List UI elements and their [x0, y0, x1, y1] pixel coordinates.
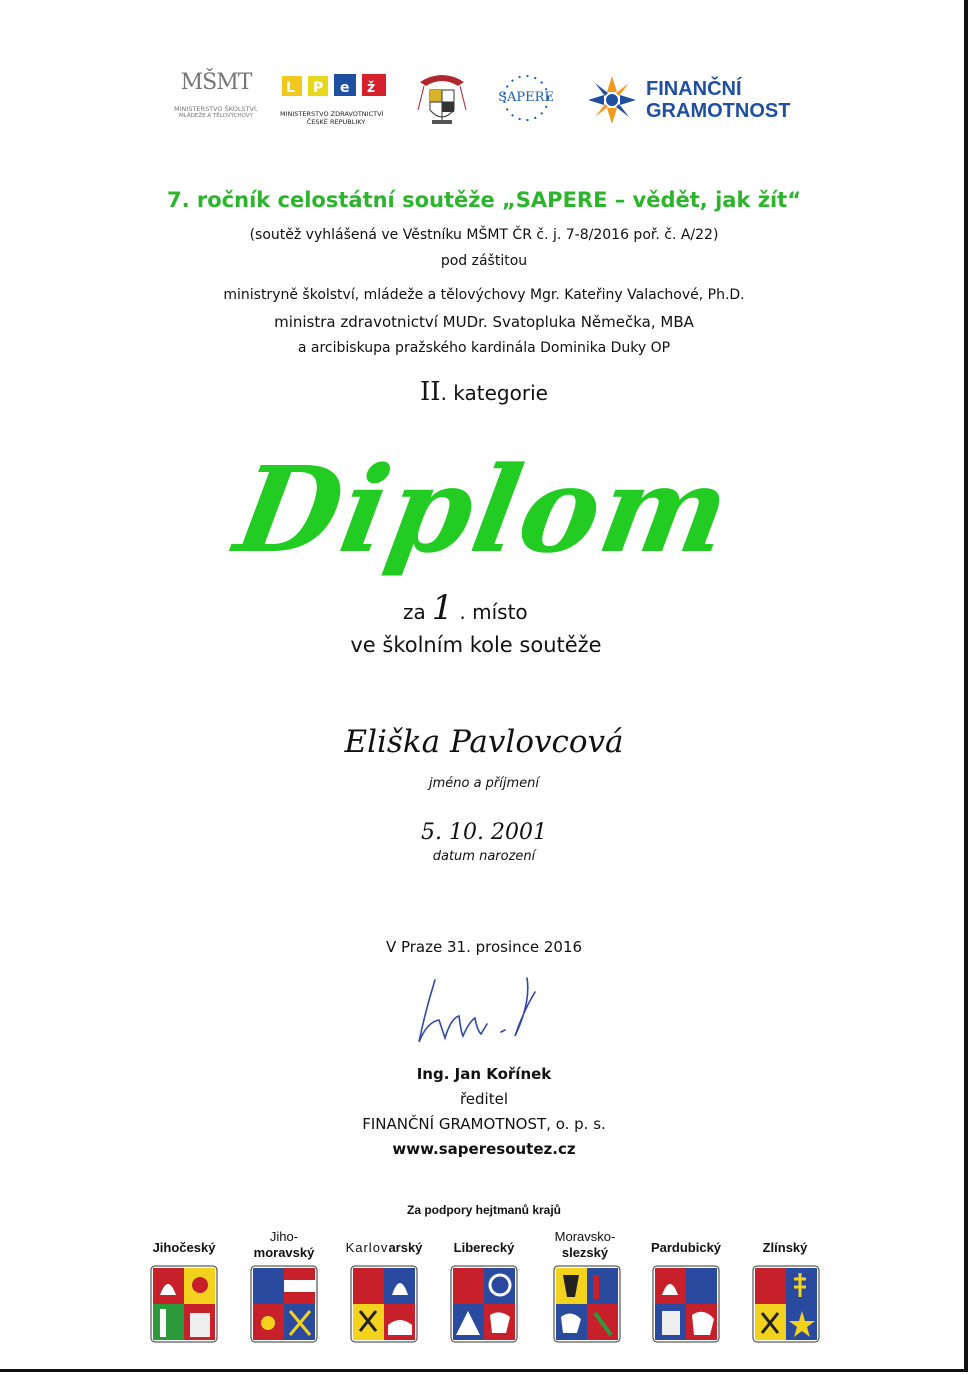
- msmt-text-2: MLÁDEŽE A TĚLOVÝCHOVY: [179, 113, 253, 119]
- msmt-logo: [166, 70, 266, 119]
- recipient-name: Eliška Pavlovcová: [344, 724, 624, 760]
- place-and-date: V Praze 31. prosince 2016: [385, 938, 583, 956]
- director-signature: [405, 972, 565, 1052]
- announcement-line: (soutěž vyhlášená ve Věstníku MŠMT ČR č. j. 7-8/2016 poř. č. A/22): [249, 227, 719, 243]
- liberecky-crest-icon: [450, 1265, 518, 1343]
- support-line: Za podpory hejtmanů krajů: [406, 1203, 562, 1217]
- msmt-mark: MŠMT: [180, 70, 252, 95]
- category-line: [0, 377, 968, 407]
- logo-row: [0, 70, 968, 132]
- region-label: Liberecký: [453, 1240, 515, 1255]
- round-line: ve školním kole soutěže: [350, 633, 602, 657]
- director-name: Ing. Jan Kořínek: [416, 1065, 552, 1083]
- mzcr-mark-icon: [280, 70, 392, 100]
- region-karlovarsky: [334, 1228, 434, 1255]
- patron-minister-health: ministra zdravotnictví MUDr. Svatopluka Němečka, MBA: [274, 313, 694, 331]
- organization-name: FINANČNÍ GRAMOTNOST, o. p. s.: [362, 1115, 606, 1133]
- mzcr-text-1: MINISTERSTVO ZDRAVOTNICTVÍ: [280, 110, 384, 118]
- region-jihocesky: [134, 1228, 234, 1255]
- patronage-label: pod záštitou: [440, 253, 528, 269]
- fg-line2: GRAMOTNOST: [646, 100, 791, 122]
- placement-number: 1: [431, 588, 454, 628]
- region-liberecky: [434, 1228, 534, 1255]
- region-label-part1: Karlov: [345, 1240, 389, 1255]
- fg-sun-icon: [586, 74, 638, 126]
- mzcr-logo: [280, 70, 392, 126]
- region-label-part2: arský: [388, 1240, 423, 1255]
- placement-line: [403, 588, 528, 628]
- category-label: . kategorie: [440, 381, 548, 405]
- category-number: II: [420, 377, 441, 407]
- karlovarsky-crest-icon: [350, 1265, 418, 1343]
- region-label-line1: Jiho-: [269, 1229, 299, 1244]
- sapere-logo: [486, 70, 566, 130]
- moravskoslezsky-crest-icon: [553, 1265, 621, 1343]
- birth-date: 5. 10. 2001: [421, 820, 547, 845]
- svg-text:L: L: [286, 80, 295, 96]
- sapere-text: SAPERE: [498, 90, 554, 105]
- region-label-line2: moravský: [253, 1245, 315, 1260]
- patron-archbishop: a arcibiskupa pražského kardinála Dominika Duky OP: [297, 340, 671, 356]
- director-role: ředitel: [459, 1090, 509, 1108]
- birth-date-caption: datum narození: [432, 849, 536, 864]
- name-caption: jméno a příjmení: [428, 776, 540, 791]
- placement-prefix: za: [403, 600, 426, 624]
- jihocesky-crest-icon: [150, 1265, 218, 1343]
- region-label: Jihočeský: [152, 1240, 216, 1255]
- svg-text:ž: ž: [367, 80, 376, 96]
- pardubicky-crest-icon: [652, 1265, 720, 1343]
- mzcr-text-2: ČESKÉ REPUBLIKY: [306, 118, 366, 126]
- patron-minister-education: ministryně školství, mládeže a tělovýchovy Mgr. Kateřiny Valachové, Ph.D.: [223, 287, 745, 303]
- fg-line1: FINANČNÍ: [646, 78, 742, 100]
- region-pardubicky: [636, 1228, 736, 1255]
- cardinal-coat-of-arms-icon: [414, 70, 470, 132]
- website: www.saperesoutez.cz: [392, 1140, 576, 1158]
- msmt-text-1: MINISTERSTVO ŠKOLSTVÍ,: [174, 105, 258, 113]
- region-jihomoravsky: [234, 1228, 334, 1260]
- region-label-line2: slezský: [561, 1245, 609, 1260]
- region-moravskoslezsky: [535, 1228, 635, 1260]
- region-label-line1: Moravsko-: [554, 1229, 616, 1244]
- region-label: Zlínský: [762, 1240, 808, 1255]
- diplom-heading: Diplom: [226, 440, 742, 579]
- region-zlinsky: [735, 1228, 835, 1255]
- svg-text:e: e: [340, 80, 350, 96]
- competition-title: 7. ročník celostátní soutěže „SAPERE – vědět, jak žít“: [166, 188, 801, 212]
- zlinsky-crest-icon: [752, 1265, 820, 1343]
- placement-suffix: . místo: [459, 600, 528, 624]
- region-label: Pardubický: [650, 1240, 722, 1255]
- svg-text:P: P: [313, 80, 324, 96]
- jihomoravsky-crest-icon: [250, 1265, 318, 1343]
